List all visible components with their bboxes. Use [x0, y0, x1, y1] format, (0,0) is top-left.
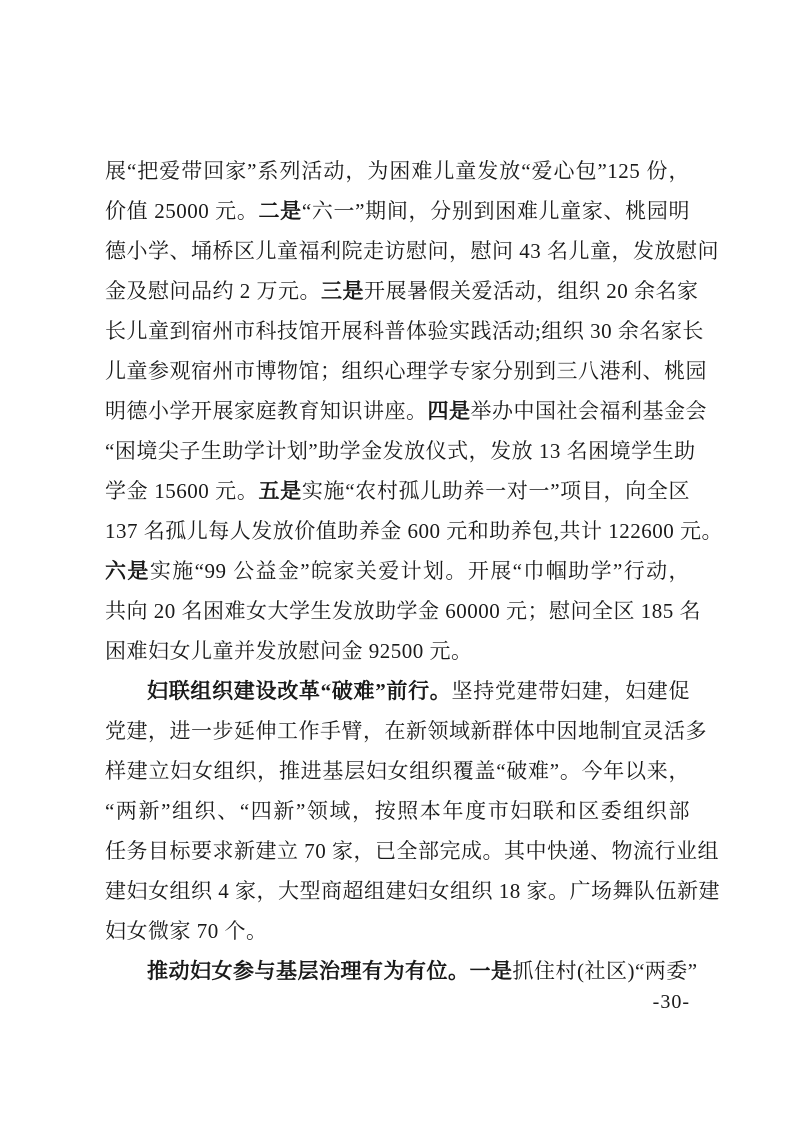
bold-text-segment: 妇联组织建设改革“破难”前行。: [147, 679, 452, 703]
bold-text-segment: 推动妇女参与基层治理有为有位。一是: [147, 959, 513, 983]
text-segment: 德小学、埇桥区儿童福利院走访慰问，慰问 43 名儿童，发放慰问: [105, 239, 719, 263]
text-segment: “两新”组织、“四新”领域，按照本年度市妇联和区委组织部: [105, 799, 690, 823]
text-segment: 长儿童到宿州市科技馆开展科普体验实践活动;组织 30 余名家长: [105, 319, 704, 343]
text-segment: 举办中国社会福利基金会: [470, 399, 707, 423]
text-segment: 明德小学开展家庭教育知识讲座。: [105, 399, 428, 423]
text-line: [105, 671, 690, 711]
text-segment: “困境尖子生助学计划”助学金发放仪式，发放 13 名困境学生助: [105, 439, 696, 463]
text-segment: 价值 25000 元。: [105, 199, 259, 223]
text-segment: 展“把爱带回家”系列活动，为困难儿童发放“爱心包”125 份，: [105, 159, 690, 183]
text-segment: 抓住村(社区)“两委”: [512, 959, 698, 983]
text-segment: 坚持党建带妇建，妇建促: [451, 679, 690, 703]
text-line: [105, 351, 707, 391]
text-line: [105, 231, 719, 271]
text-line: [105, 511, 723, 551]
text-segment: 学金 15600 元。: [105, 479, 259, 503]
text-segment: 党建，进一步延伸工作手臂，在新领域新群体中因地制宜灵活多: [105, 719, 707, 743]
text-segment: 建妇女组织 4 家，大型商超组建妇女组织 18 家。广场舞队伍新建: [105, 879, 720, 903]
body-text-block: [105, 151, 723, 991]
text-line: [105, 311, 704, 351]
text-segment: 实施“99 公益金”皖家关爱计划。开展“巾帼助学”行动，: [149, 559, 691, 583]
text-segment: 共向 20 名困难女大学生发放助学金 60000 元；慰问全区 185 名: [105, 599, 701, 623]
text-line: [105, 871, 720, 911]
bold-text-segment: 六是: [105, 559, 150, 583]
text-segment: 妇女微家 70 个。: [105, 919, 268, 943]
bold-text-segment: 四是: [427, 399, 471, 423]
text-line: [105, 431, 696, 471]
bold-text-segment: 三是: [321, 279, 364, 303]
text-segment: 样建立妇女组织，推进基层妇女组织覆盖“破难”。今年以来，: [105, 759, 690, 783]
text-line: [105, 711, 707, 751]
text-line: [105, 911, 690, 951]
text-line: [105, 151, 690, 191]
text-segment: 实施“农村孤儿助养一对一”项目，向全区: [301, 479, 691, 503]
text-segment: 儿童参观宿州市博物馆；组织心理学专家分别到三八港利、桃园: [105, 359, 707, 383]
bold-text-segment: 二是: [258, 199, 302, 223]
text-line: [105, 551, 690, 591]
page-number: -30-: [652, 991, 690, 1013]
text-line: [105, 951, 698, 991]
text-line: [105, 791, 690, 831]
bold-text-segment: 五是: [258, 479, 302, 503]
text-line: [105, 631, 690, 671]
text-line: [105, 191, 690, 231]
text-segment: 137 名孤儿每人发放价值助养金 600 元和助养包,共计 122600 元。: [105, 519, 723, 543]
text-segment: 困难妇女儿童并发放慰问金 92500 元。: [105, 639, 473, 663]
text-line: [105, 271, 699, 311]
text-segment: 开展暑假关爱活动，组织 20 余名家: [364, 279, 699, 303]
text-line: [105, 751, 690, 791]
text-segment: 金及慰问品约 2 万元。: [105, 279, 321, 303]
text-line: [105, 831, 719, 871]
text-line: [105, 391, 707, 431]
text-line: [105, 591, 701, 631]
text-line: [105, 471, 690, 511]
text-segment: “六一”期间，分别到困难儿童家、桃园明: [301, 199, 691, 223]
text-segment: 任务目标要求新建立 70 家，已全部完成。其中快递、物流行业组: [105, 839, 719, 863]
